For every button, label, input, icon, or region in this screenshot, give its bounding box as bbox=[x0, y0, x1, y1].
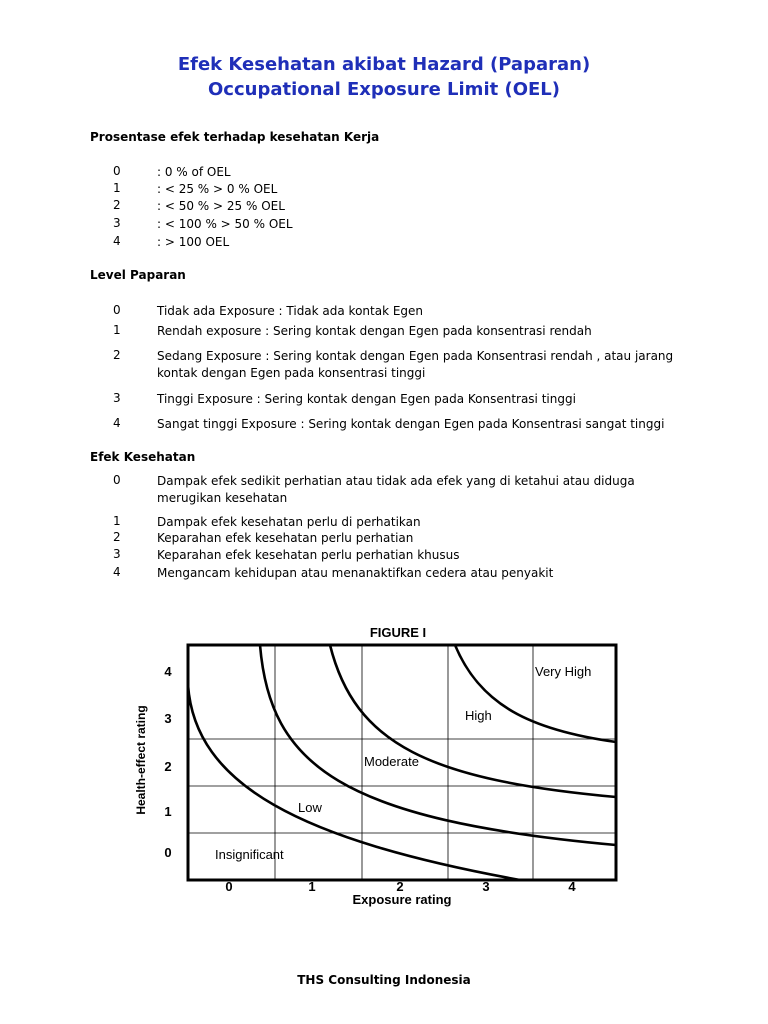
zone-label-very-high: Very High bbox=[535, 664, 592, 679]
section-heading-prosentase: Prosentase efek terhadap kesehatan Kerja bbox=[90, 130, 380, 144]
footer-company: THS Consulting Indonesia bbox=[297, 973, 471, 987]
item-number: 3 bbox=[113, 391, 121, 405]
item-number: 2 bbox=[113, 348, 121, 362]
item-number: 1 bbox=[113, 514, 121, 528]
section-heading-level-paparan: Level Paparan bbox=[90, 268, 186, 282]
item-text: Keparahan efek kesehatan perlu perhatian bbox=[157, 531, 414, 545]
zone-label-low: Low bbox=[298, 800, 322, 815]
item-number: 3 bbox=[113, 547, 121, 561]
exposure-health-chart bbox=[0, 615, 768, 915]
item-text: : 0 % of OEL bbox=[157, 165, 231, 179]
item-text: Tinggi Exposure : Sering kontak dengan Egen pada Konsentrasi tinggi bbox=[157, 392, 576, 406]
item-text: Rendah exposure : Sering kontak dengan Egen pada konsentrasi rendah bbox=[157, 324, 592, 338]
item-number: 0 bbox=[113, 473, 121, 487]
item-number: 0 bbox=[113, 303, 121, 317]
item-text: : < 50 % > 25 % OEL bbox=[157, 199, 285, 213]
item-number: 4 bbox=[113, 565, 121, 579]
item-number: 4 bbox=[113, 234, 121, 248]
y-tick-label: 4 bbox=[164, 664, 172, 679]
zone-label-insignificant: Insignificant bbox=[215, 847, 284, 862]
x-tick-label: 1 bbox=[308, 879, 316, 894]
item-text: : > 100 OEL bbox=[157, 235, 230, 249]
item-text: Dampak efek kesehatan perlu di perhatikan bbox=[157, 515, 421, 529]
figure-title: FIGURE I bbox=[369, 625, 427, 640]
item-number: 2 bbox=[113, 530, 121, 544]
title-line-1: Efek Kesehatan akibat Hazard (Paparan) bbox=[177, 54, 591, 75]
item-number: 2 bbox=[113, 198, 121, 212]
x-axis-label: Exposure rating bbox=[352, 892, 452, 907]
item-number: 0 bbox=[113, 164, 121, 178]
title-line-2: Occupational Exposure Limit (OEL) bbox=[207, 79, 561, 100]
zone-label-moderate: Moderate bbox=[364, 754, 419, 769]
y-axis-label: Health-effect rating bbox=[134, 705, 148, 815]
item-text: : < 25 % > 0 % OEL bbox=[157, 182, 278, 196]
item-number: 4 bbox=[113, 416, 121, 430]
x-tick-label: 2 bbox=[396, 879, 404, 894]
item-text: Mengancam kehidupan atau menanaktifkan cedera atau penyakit bbox=[157, 566, 554, 580]
item-text: Dampak efek sedikit perhatian atau tidak ada efek yang di ketahui atau diduga merugikan kesehatan bbox=[157, 474, 635, 505]
x-tick-label: 4 bbox=[568, 879, 576, 894]
y-tick-label: 0 bbox=[164, 845, 172, 860]
item-text: Sangat tinggi Exposure : Sering kontak dengan Egen pada Konsentrasi sangat tinggi bbox=[157, 417, 665, 431]
y-tick-label: 2 bbox=[164, 759, 172, 774]
section-heading-efek-kesehatan: Efek Kesehatan bbox=[90, 450, 196, 464]
item-number: 1 bbox=[113, 181, 121, 195]
item-number: 3 bbox=[113, 216, 121, 230]
item-text: : < 100 % > 50 % OEL bbox=[157, 217, 293, 231]
x-tick-label: 3 bbox=[482, 879, 490, 894]
item-text: Sedang Exposure : Sering kontak dengan Egen pada Konsentrasi rendah , atau jarang kontak dengan Egen pada konsentrasi tinggi bbox=[157, 349, 674, 380]
y-tick-label: 1 bbox=[164, 804, 172, 819]
x-tick-label: 0 bbox=[225, 879, 233, 894]
item-text: Keparahan efek kesehatan perlu perhatian khusus bbox=[157, 548, 460, 562]
item-text: Tidak ada Exposure : Tidak ada kontak Egen bbox=[157, 304, 424, 318]
item-number: 1 bbox=[113, 323, 121, 337]
y-tick-label: 3 bbox=[164, 711, 172, 726]
zone-label-high: High bbox=[465, 708, 492, 723]
